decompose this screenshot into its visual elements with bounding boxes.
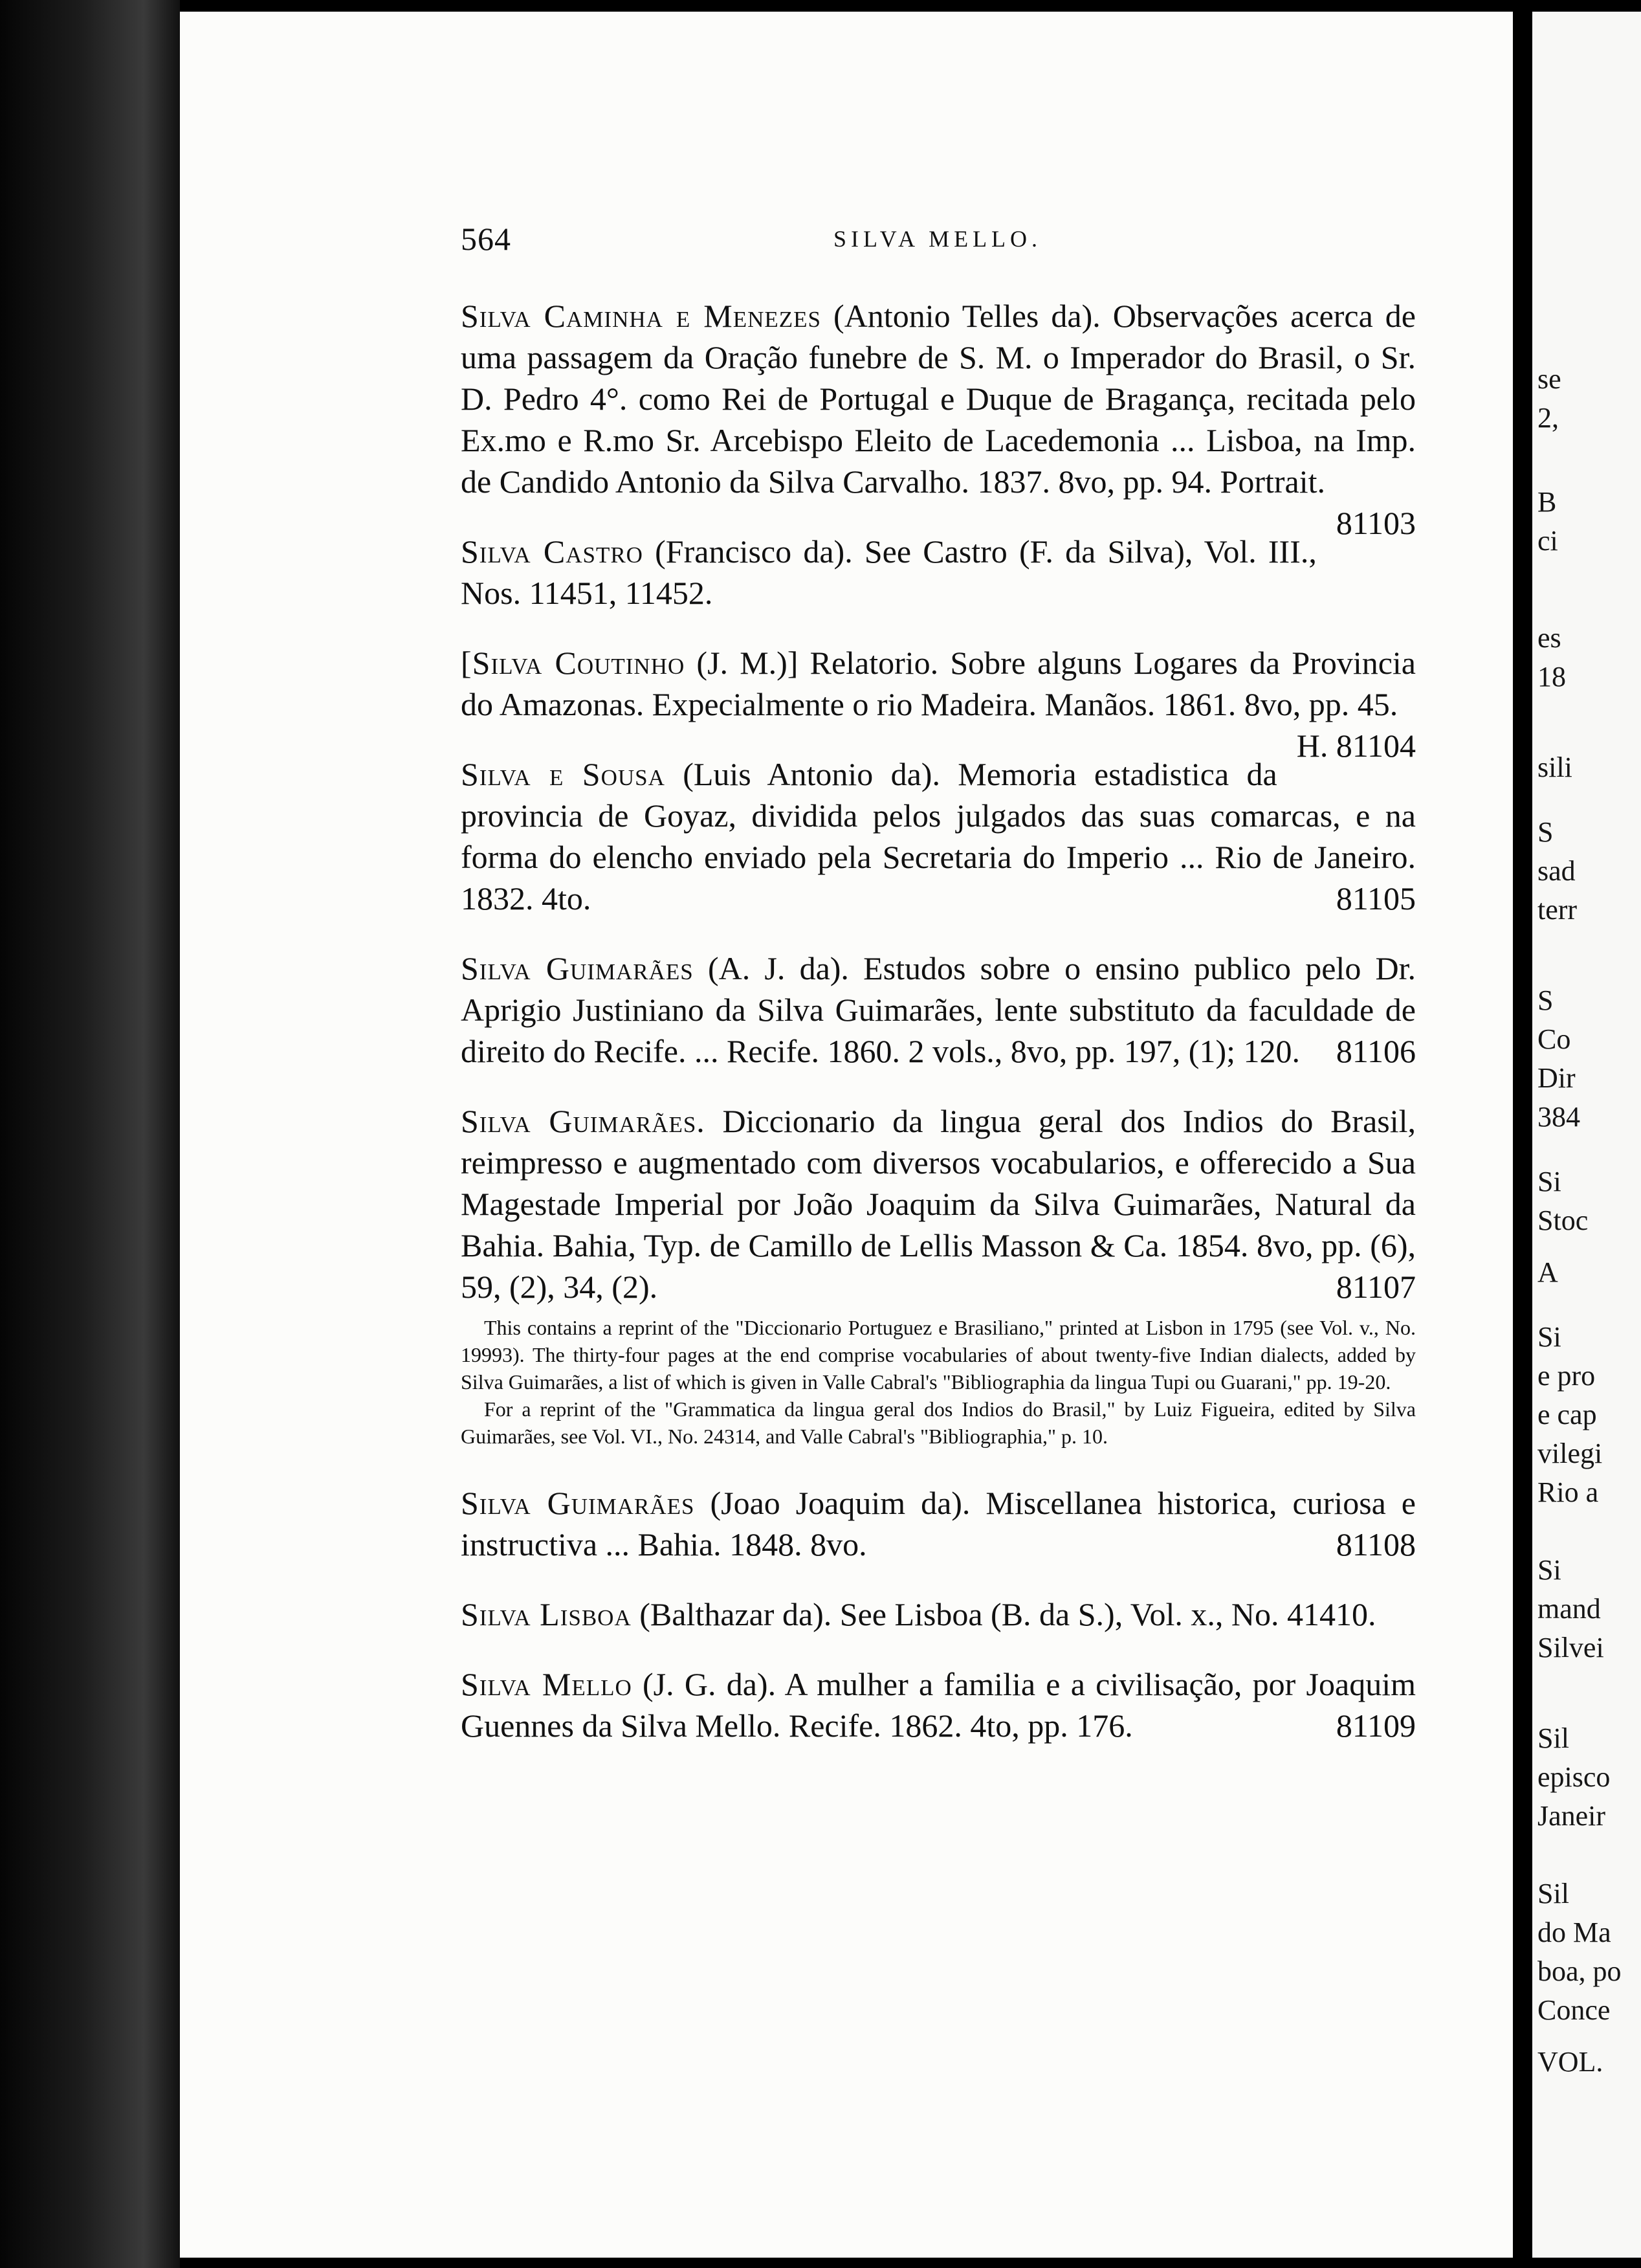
facing-fragment: boa, po [1537, 1955, 1622, 1987]
entry-body: (Balthazar da). See Lisboa (B. da S.), Vol. x., No. 41410. [639, 1596, 1376, 1632]
facing-fragment: 18 [1537, 661, 1566, 693]
entry-number: 81109 [1336, 1707, 1416, 1744]
entry-number: H. 81104 [1296, 728, 1416, 764]
book-gutter [1513, 0, 1532, 2268]
entry-body: (Antonio Telles da). Observações acerca de uma passagem da Oração funebre de S. M. o Imperador do Brasil, o Sr. D. Pedro 4°. como Rei de Portugal e Duque de Bragança, recitada pelo Ex.mo e R.mo Sr. Arcebispo Eleito de Lacedemonia ... Lisboa, na Imp. de Candido Antonio da Silva Carvalho. 1837. 8vo, pp. 94. Portrait. [461, 298, 1416, 500]
entry-81104 [461, 642, 1416, 764]
facing-fragment: mand [1537, 1593, 1601, 1625]
entry-silva-castro [461, 531, 1416, 614]
entry-81107 [461, 1100, 1416, 1307]
entry-silva-lisboa [461, 1594, 1416, 1635]
entry-body: Diccionario da lingua geral dos Indios do Brasil, reimpresso e augmentado com diversos vocabularios, e offerecido a Sua Magestade Imperial por João Joaquim da Silva Guimarães, Natural da Bahia. Bahia, Typ. de Camillo de Lellis Masson & Ca. 1854. 8vo, pp. (6), 59, (2), 34, (2). [461, 1103, 1416, 1305]
facing-fragment: B [1537, 486, 1557, 518]
page-header [0, 220, 1641, 259]
entry-note-81107 [461, 1314, 1416, 1450]
facing-fragment: Dir [1537, 1062, 1576, 1094]
entry-number: 81106 [1336, 1033, 1416, 1069]
entry-heading: Silva Guimarães [461, 950, 694, 986]
entry-number: 81108 [1336, 1526, 1416, 1562]
facing-fragment: 2, [1537, 402, 1559, 434]
facing-fragment: vilegi [1537, 1438, 1603, 1469]
facing-fragment: A [1537, 1256, 1558, 1288]
facing-fragment: Conce [1537, 1994, 1611, 2026]
facing-fragment: Co [1537, 1023, 1571, 1055]
facing-fragment: Si [1537, 1554, 1561, 1586]
entry-heading: Silva Guimarães [461, 1485, 695, 1521]
bibliography-entries [461, 295, 1416, 1775]
facing-fragment: e cap [1537, 1399, 1597, 1430]
entry-body: (A. J. da). Estudos sobre o ensino publico pelo Dr. Aprigio Justiniano da Silva Guimarães, lente substituto da faculdade de direito do Recife. ... Recife. 1860. 2 vols., 8vo, pp. 197, (1); 120. [461, 950, 1416, 1069]
facing-fragment: ci [1537, 525, 1558, 557]
entry-body: (Francisco da). See Castro (F. da Silva), Vol. III., Nos. 11451, 11452. [461, 533, 1317, 611]
entry-body: (J. M.)] Relatorio. Sobre alguns Logares da Provincia do Amazonas. Expecialmente o rio Madeira. Manãos. 1861. 8vo, pp. 45. [461, 645, 1416, 722]
entry-body: (J. G. da). A mulher a familia e a civilisação, por Joaquim Guennes da Silva Mello. Recife. 1862. 4to, pp. 176. [461, 1666, 1416, 1744]
facing-fragment: e pro [1537, 1360, 1596, 1392]
facing-fragment: terr [1537, 894, 1578, 926]
facing-fragment: Rio a [1537, 1476, 1599, 1508]
facing-fragment: Si [1537, 1166, 1561, 1197]
entry-81103 [461, 295, 1416, 541]
entry-heading: Silva Caminha e Menezes [461, 298, 822, 334]
facing-fragment: S [1537, 984, 1554, 1016]
facing-fragment: Sil [1537, 1722, 1569, 1754]
facing-fragment: Janeir [1537, 1800, 1606, 1832]
facing-fragment: es [1537, 622, 1561, 654]
entry-81105 [461, 753, 1416, 919]
note-paragraph: For a reprint of the "Grammatica da lingua geral dos Indios do Brasil," by Luiz Figueira, edited by Silva Guimarães, see Vol. VI., No. 24314, and Valle Cabral's "Bibliographia," p. 10. [461, 1397, 1416, 1448]
facing-fragment: Stoc [1537, 1205, 1589, 1236]
facing-fragment: sili [1537, 751, 1572, 783]
entry-heading: Silva Lisboa [461, 1596, 632, 1632]
entry-heading: Silva Castro [461, 533, 643, 570]
facing-fragment: episco [1537, 1761, 1611, 1793]
entry-heading: [Silva Coutinho [461, 645, 685, 681]
left-page-edge [0, 0, 180, 2268]
entry-body: (Luis Antonio da). Memoria estadistica da provincia de Goyaz, dividida pelos julgados das suas comarcas, e na forma do elencho enviado pela Secretaria do Imperio ... Rio de Janeiro. 1832. 4to. [461, 756, 1416, 917]
facing-fragment: Si [1537, 1321, 1561, 1353]
facing-fragment: 384 [1537, 1101, 1580, 1133]
entry-heading: Silva Mello [461, 1666, 632, 1702]
page-number: 564 [461, 221, 511, 257]
facing-fragment: sad [1537, 855, 1576, 887]
facing-fragment: do Ma [1537, 1917, 1611, 1948]
entry-number: 81107 [1336, 1269, 1416, 1305]
entry-body: (Joao Joaquim da). Miscellanea historica, curiosa e instructiva ... Bahia. 1848. 8vo. [461, 1485, 1416, 1562]
entry-heading: Silva e Sousa [461, 756, 665, 792]
note-paragraph: This contains a reprint of the "Diccionario Portuguez e Brasiliano," printed at Lisbon in 1795 (see Vol. v., No. 19993). The thirty-four pages at the end comprise vocabularies of about twenty-five Indian dialects, added by Silva Guimarães, a list of which is given in Valle Cabral's "Bibliographia da lingua Tupi ou Guarani," pp. 19-20. [461, 1316, 1416, 1394]
entry-81106 [461, 948, 1416, 1072]
entry-number: 81103 [1336, 505, 1416, 541]
facing-fragment: Silvei [1537, 1632, 1604, 1663]
facing-fragment: S [1537, 816, 1554, 848]
entry-81109 [461, 1663, 1416, 1746]
entry-number: 81105 [1336, 880, 1416, 917]
running-head: SILVA MELLO. [833, 226, 1042, 252]
facing-fragment: VOL. [1537, 2046, 1603, 2078]
facing-fragment: Sil [1537, 1878, 1569, 1909]
entry-81108 [461, 1482, 1416, 1565]
entry-heading: Silva Guimarães. [461, 1103, 705, 1139]
facing-fragment: se [1537, 363, 1561, 395]
